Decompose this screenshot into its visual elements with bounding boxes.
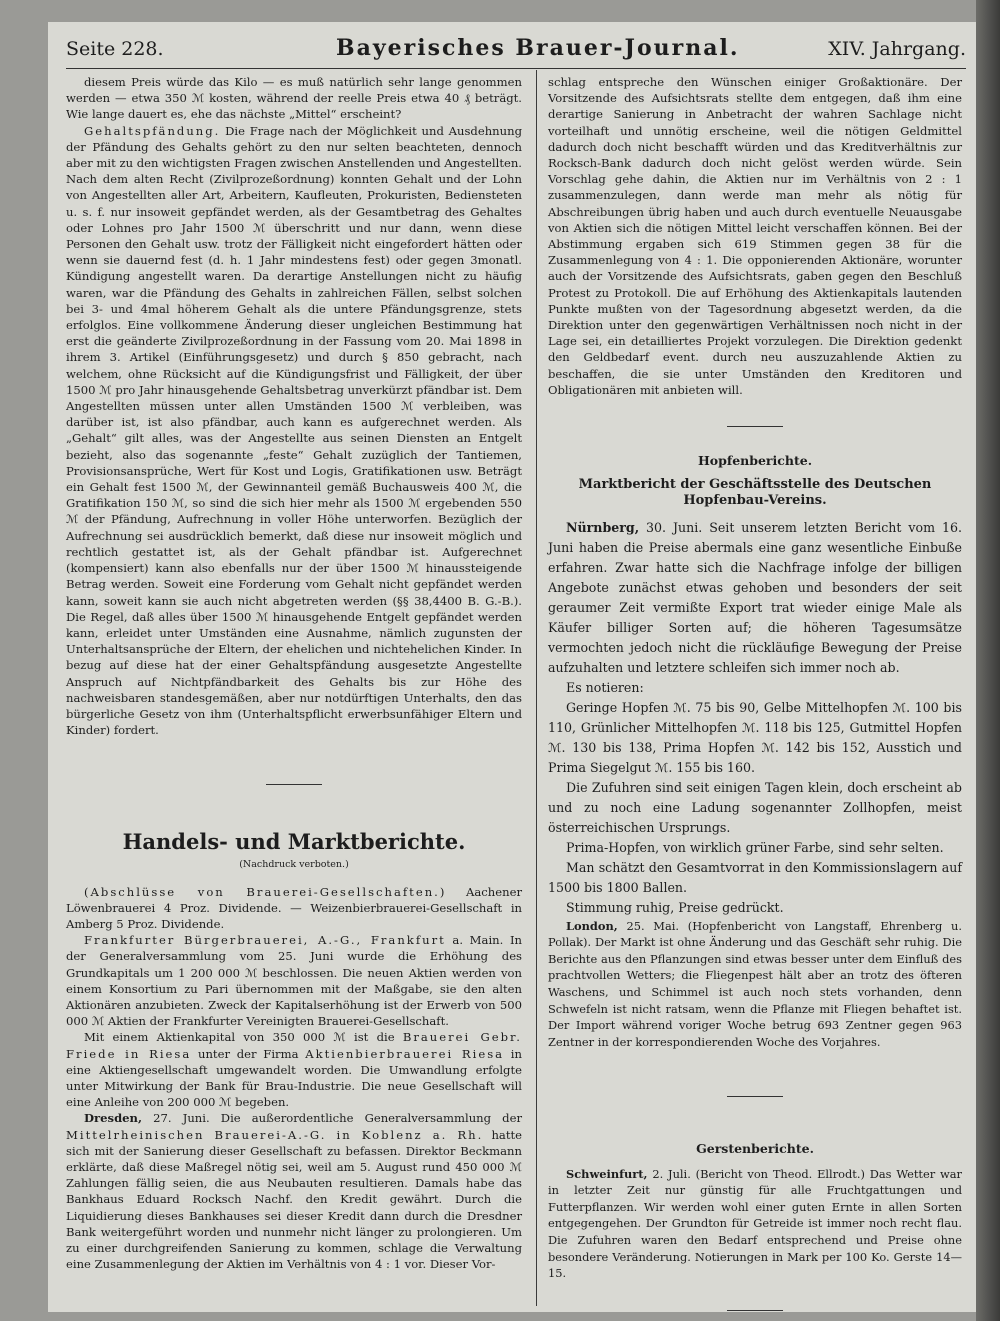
paragraph-prima: Prima-Hopfen, von wirklich grüner Farbe, sind sehr selten.: [566, 839, 944, 855]
paragraph-mittel: diesem Preis würde das Kilo — es muß natürlich sehr lange genommen werden — etwa 350 ℳ kosten, während der reelle Preis etwa 40 ₰ beträgt. Wie lange dauert es, ehe das nächste „Mittel“ erscheint?: [66, 75, 522, 122]
paragraph-vorrat: Man schätzt den Gesamtvorrat in den Kommissionslagern auf 1500 bis 1800 Ballen.: [548, 859, 962, 895]
left-column: [66, 74, 522, 1272]
volume-year: XIV. Jahrgang.: [828, 38, 966, 60]
right-column: [548, 74, 962, 1312]
hop-reports-title: Hopfenberichte.: [697, 453, 813, 469]
paragraph-body: Die Frage nach der Möglichkeit und Ausdehnung der Pfändung des Gehalts gehört zu den nur selten beachteten, dennoch aber mit zu den wichtigsten Fragen zwischen Anstellenden und Angestellten. Nach dem alten Recht (Zivilprozeßordnung) konnten Gehalt und der Lohn von Angestellten aller Art, Arbeitern, Kaufleuten, Prokuristen, Bediensteten u. s. f. nur insoweit gepfändet werden, als der Gesamtbetrag des Gehaltes oder Lohnes pro Jahr 1500 ℳ überschritt und nur dann, wenn diese Personen den Gehalt usw. trotz der Fälligkeit nicht eingefordert hätten oder wenn sie dauernd fest (d. h. 1 Jahr mindestens fest) oder gegen 3monatl. Kündigung angestellt waren. Da derartige Anstellungen nicht zu häufig waren, war die Pfändung des Gehalts in zahlreichen Fällen, selbst solchen bei 3- und 4mal höherem Gehalt als die untere Pfändungsgrenze, stets erfolglos. Eine vollkommene Änderung dieser ungleichen Bestimmung hat erst die geänderte Zivilprozeßordnung in der Fassung vom 20. Mai 1898 in ihrem 3. Artikel (Einführungsgesetz) und durch § 850 gebracht, nach welchem, ohne Rücksicht auf die Kündigungsfrist und Fälligkeit, der über 1500 ℳ pro Jahr hinausgehende Gehaltsbetrag unverkürzt pfändbar ist. Dem Angestellten müssen unter allen Umständen 1500 ℳ verbleiben, was darüber ist, ist also pfändbar, auch kann es aufgerechnet werden. Als „Gehalt“ gilt alles, was der Angestellte aus seinen Diensten an Entgelt bezieht, also das sogenannte „feste“ Gehalt zuzüglich der Tantiemen, Provisionsansprüche, Wert für Kost und Logis, Gratifikationen usw. Beträgt ein Gehalt fest 1500 ℳ, der Gewinnanteil gemäß Buchausweis 400 ℳ, die Gratifikation 150 ℳ, so sind die sich hier mehr als 1500 ℳ ergebenden 550 ℳ der Pfändung, Aufrechnung in voller Höhe unterworfen. Bezüglich der Aufrechnung sei ausdrücklich bemerkt, daß diese nur insoweit möglich und rechtlich gestattet ist, als der Gehalt pfändbar ist. Aufgerechnet (kompensiert) kann also ebenfalls nur der über 1500 ℳ hinaussteigende Betrag werden. Soweit eine Forderung vom Gehalt nicht gepfändet werden kann, soweit kann sie auch nicht abgetreten werden (§§ 38,4400 B. G.-B.). Die Regel, daß alles über 1500 ℳ hinausgehende Entgelt gepfändet werden kann, erleidet unter Umständen eine Ausnahme, nämlich zugunsten der Unterhaltsansprüche der Eltern, der ehelichen und nichtehelichen Kinder. In bezug auf diese hat der einer Gehaltspfändung ausgesetzte Angestellte Anspruch auf Nichtpfändbarkeit des Gehalts bis zur Höhe des nachweisbaren standesgemäßen, aber nur notdürftigen Unterhalts, den das bürgerliche Gesetz von ihm (Unterhaltspflicht erwerbsunfähiger Eltern und Kinder) fordert.: [66, 123, 522, 738]
paragraph-head: Schweinfurt,: [566, 1166, 648, 1181]
paragraph-riesa: [66, 1029, 522, 1110]
schweinfurt-report: [548, 1166, 962, 1282]
book-spine: [976, 0, 1000, 1321]
section-subtitle: (Nachdruck verboten.): [239, 859, 349, 871]
section-divider: [727, 1096, 783, 1097]
text-run: 27. Juni. Die außerordentliche Generalversammlung der: [142, 1111, 522, 1126]
market-report-title: Marktbericht der Geschäftsstelle des Deutschen Hopfenbau-Vereins.: [578, 477, 932, 509]
text-run: Aktienbierbrauerei Riesa: [305, 1046, 505, 1061]
paragraph-notieren: Es notieren:: [566, 679, 644, 695]
paragraph-body: 2. Juli. (Bericht von Theod. Ellrodt.) Das Wetter war in letzter Zeit nur günstig für alle Fruchtgattungen und Futterpflanzen. Wir werden wohl einer guten Ernte in allen Sorten entgegengehen. Der Grundton für Getreide ist immer noch recht flau. Die Zufuhren waren den Bedarf entsprechend und Preise ohne besondere Veränderung. Notierungen in Mark per 100 Ko. Gerste 14—15.: [548, 1166, 962, 1281]
paragraph-head: Gehaltspfändung.: [84, 123, 221, 138]
paragraph-london: [548, 918, 962, 1051]
paragraph-head: (Abschlüsse von Brauerei-Gesellschaften.): [84, 884, 447, 899]
column-divider: [536, 70, 537, 1306]
end-divider: [727, 1310, 783, 1311]
london-report: [548, 918, 962, 1051]
page-header: [66, 34, 966, 69]
page-number: Seite 228.: [66, 38, 164, 60]
paragraph-head: Dresden,: [84, 1111, 143, 1126]
nuernberg-report: [548, 518, 962, 918]
paragraph-body: 30. Juni. Seit unserem letzten Bericht vom 16. Juni haben die Preise abermals eine ganz wesentliche Einbuße erfahren. Zwar hatte sich die Nachfrage infolge der billigen Angebote zunächst etwas gehoben und besonders der seit geraumer Zeit vermißte Export trat wieder einige Male als Käufer billiger Sorten auf; die höheren Tagesumsätze vermochten jedoch nicht die rückläufige Bewegung der Preise aufzuhalten und letztere schleifen sich immer noch ab.: [548, 519, 962, 675]
text-run: in eine Aktiengesellschaft umgewandelt worden. Die Umwandlung erfolgte unter Mitwirkung der Bank für Brau-Industrie. Die neue Gesellschaft will eine Anleihe von 200 000 ℳ begeben.: [66, 1046, 522, 1110]
journal-title: Bayerisches Brauer-Journal.: [336, 35, 740, 61]
text-run: hatte sich mit der Sanierung dieser Gesellschaft zu befassen. Direktor Beckmann erklärte, daß diese Maßregel nötig sei, weil am 5. August rund 450 000 ℳ Zahlungen fällig seien, die aus Neubauten resultieren. Damals habe das Bankhaus Eduard Rocksch Nachf. den Kredit gewährt. Durch die Liquidierung dieses Bankhauses sei dieser Kredit dann durch die Dresdner Bank weitergeführt worden und nunmehr nicht länger zu prolongieren. Um zu einer durchgreifenden Sanierung zu kommen, schlage die Verwaltung eine Zusammenlegung der Aktien im Verhältnis von 4 : 1 vor. Dieser Vor-: [66, 1127, 522, 1272]
paragraph-prices: Geringe Hopfen ℳ. 75 bis 90, Gelbe Mittelhopfen ℳ. 100 bis 110, Grünlicher Mittelhopfen ℳ. 118 bis 125, Gutmittel Hopfen ℳ. 130 bis 138, Prima Hopfen ℳ. 142 bis 152, Ausstich und Prima Siegelgut ℳ. 155 bis 160.: [548, 699, 962, 775]
section-title: Handels- und Marktberichte.: [122, 829, 466, 855]
text-run: Mit einem Aktienkapital von 350 000 ℳ ist die: [84, 1030, 403, 1045]
paragraph-body: Aachener Löwenbrauerei 4 Proz. Dividende. — Weizenbierbrauerei-Gesellschaft in Amberg 5 Proz. Dividende.: [66, 884, 522, 931]
paragraph-zufuhren: Die Zufuhren sind seit einigen Tagen klein, doch erscheint ab und zu noch eine Ladung sogenannter Zollhopfen, meist österreichischen Ursprungs.: [548, 779, 962, 835]
paragraph-dresden-cont: schlag entspreche den Wünschen einiger Großaktionäre. Der Vorsitzende des Aufsichtsrats stellte dem entgegen, daß ihm eine derartige Sanierung in Anbetracht der wahren Sachlage nicht vorteilhaft und unnötig erscheine, weil die nötigen Geldmittel dadurch doch nicht beschafft würden und das Kreditverhältnis zur Rocksch-Bank dadurch doch nicht gelöst werden würde. Sein Vorschlag gehe dahin, die Aktien nur im Verhältnis von 2 : 1 zusammenzulegen, dann werde man mehr als nötig für Abschreibungen übrig haben und auch durch eventuelle Neuausgabe von Aktien sich die nötigen Mittel leicht verschaffen können. Bei der Abstimmung ergaben sich 619 Stimmen gegen 38 für die Zusammenlegung von 4 : 1. Die opponierenden Aktionäre, worunter auch der Vorsitzende des Aufsichtsrats, gaben gegen den Beschluß Protest zu Protokoll. Die auf Erhöhung des Aktienkapitals lautenden Punkte mußten von der Tagesordnung abgesetzt werden, da die Direktion unter den gegenwärtigen Verhältnissen noch nicht in der Lage sei, ein detailliertes Projekt vorzulegen. Die Direktion gedenkt den Geldbedarf event. durch neu auszuzahlende Aktien zu beschaffen, die sie unter Umständen den Kreditoren und Obligationären mit anbieten will.: [548, 75, 962, 397]
paragraph-dresden: [66, 1110, 522, 1272]
paragraph-head: Frankfurter Bürgerbrauerei, A.-G., Frankfurt: [84, 933, 446, 948]
section-divider: [266, 784, 322, 785]
paragraph-abschluesse: [66, 884, 522, 933]
text-run: unter der Firma: [191, 1046, 306, 1061]
paragraph-head: London,: [566, 918, 618, 933]
barley-reports-title: Gerstenberichte.: [696, 1141, 814, 1157]
paragraph-body: a. Main. In der Generalversammlung vom 25. Juni wurde die Erhöhung des Grundkapitals um 1 200 000 ℳ beschlossen. Die neuen Aktien werden von einem Konsortium zu Pari übernommen mit der Maßgabe, sie den alten Aktionären anzubieten. Zweck der Kapitalserhöhung ist der Erwerb von 500 000 ℳ Aktien der Frankfurter Vereinigten Brauerei-Gesellschaft.: [66, 933, 522, 1029]
paragraph-stimmung: Stimmung ruhig, Preise gedrückt.: [566, 899, 784, 915]
paragraph-schweinfurt: [548, 1166, 962, 1282]
paragraph-frankfurt: [66, 932, 522, 1029]
paragraph-head: Nürnberg,: [566, 519, 640, 535]
paragraph-nuernberg: [548, 518, 962, 678]
paragraph-gehaltspfaendung: [66, 123, 522, 739]
newspaper-page: [48, 22, 976, 1312]
section-divider: [727, 426, 783, 427]
text-run: Brauerei Gebr. Friede in Riesa: [66, 1030, 522, 1061]
text-run: Mittelrheinischen Brauerei-A.-G. in Koblenz a. Rh.: [66, 1127, 484, 1142]
paragraph-body: 25. Mai. (Hopfenbericht von Langstaff, Ehrenberg u. Pollak). Der Markt ist ohne Änderung und das Geschäft sehr ruhig. Die Berichte aus den Pflanzungen sind etwas besser unter dem Einfluß des prachtvollen Wetters; die Fliegenpest hält aber an trotz des öfteren Waschens, und Schimmel ist auch noch stets vorhanden, denn Schwefeln ist nicht ratsam, wenn die Pflanze mit Fliegen behaftet ist. Der Import während voriger Woche betrug 693 Zentner gegen 963 Zentner in der korrespondierenden Woche des Vorjahres.: [548, 918, 962, 1049]
